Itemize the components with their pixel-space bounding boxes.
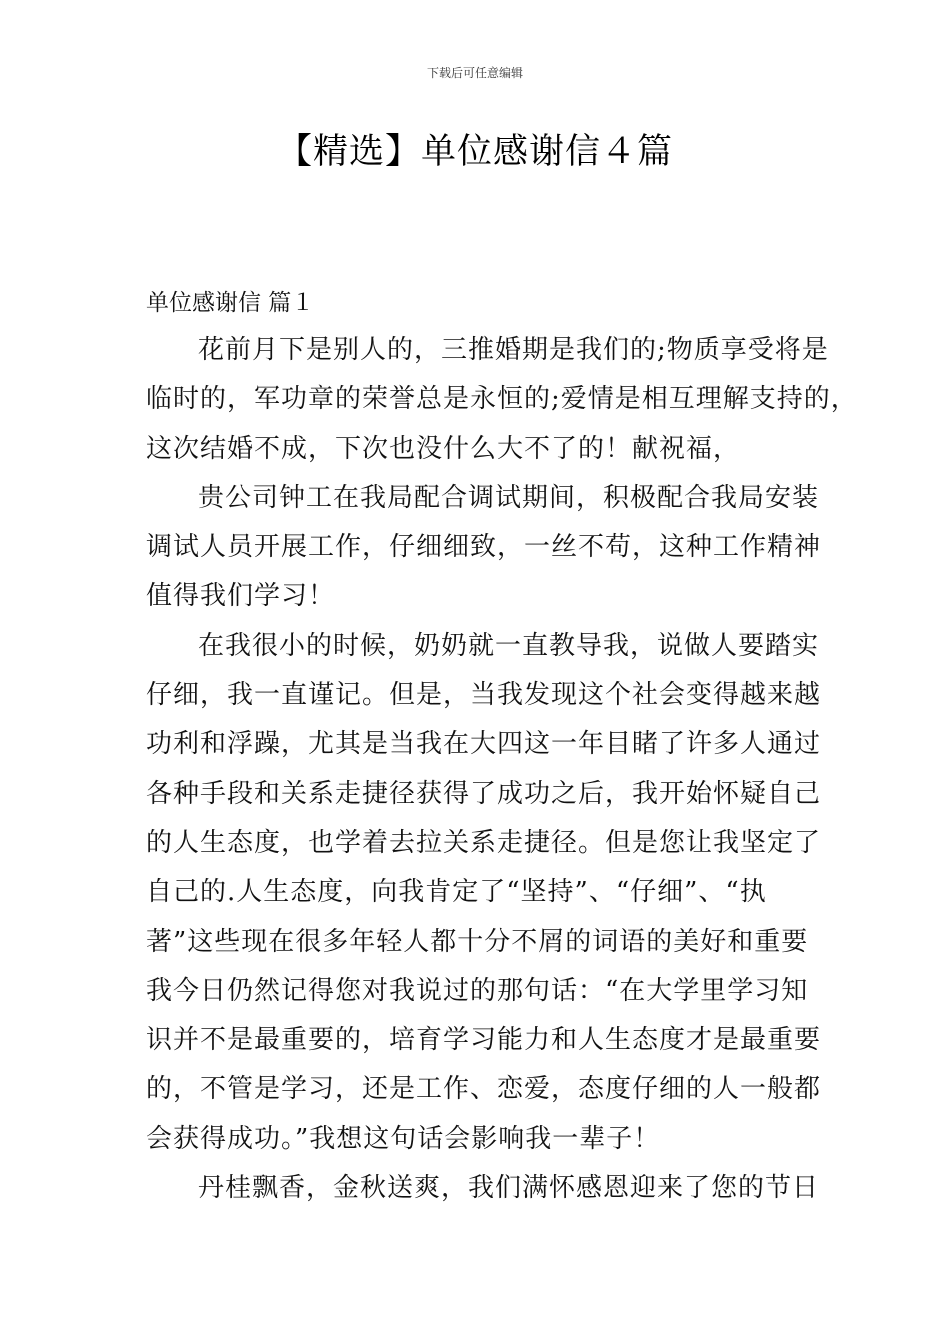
document-title: 【精选】单位感谢信４篇 bbox=[276, 132, 673, 172]
body-line: 贵公司钟工在我局配合调试期间，积极配合我局安装 bbox=[198, 482, 820, 513]
body-line: 仔细，我一直谨记。但是，当我发现这个社会变得越来越 bbox=[146, 680, 822, 711]
body-line: 调试人员开展工作，仔细细致，一丝不苟，这种工作精神 bbox=[146, 532, 822, 563]
body-line: 丹桂飘香，金秋送爽，我们满怀感恩迎来了您的节日 bbox=[198, 1173, 820, 1204]
body-line: 自己的.人生态度，向我肯定了“坚持”、“仔细”、“执 bbox=[146, 877, 767, 908]
body-line: 值得我们学习！ bbox=[146, 581, 336, 612]
body-line: 这次结婚不成，下次也没什么大不了的！献祝福， bbox=[146, 433, 741, 464]
body-line: 花前月下是别人的，三推婚期是我们的;物质享受将是 bbox=[198, 335, 829, 365]
body-line: 各种手段和关系走捷径获得了成功之后，我开始怀疑自己 bbox=[146, 778, 822, 809]
body-line: 的人生态度，也学着去拉关系走捷径。但是您让我坚定了 bbox=[146, 827, 822, 858]
body-line: 识并不是最重要的，培育学习能力和人生态度才是最重要 bbox=[146, 1025, 822, 1056]
letter-body bbox=[146, 326, 858, 1213]
section-heading: 单位感谢信 篇１ bbox=[146, 290, 315, 316]
body-line: 在我很小的时候，奶奶就一直教导我，说做人要踏实 bbox=[198, 630, 820, 661]
body-line: 临时的，军功章的荣誉总是永恒的;爱情是相互理解支持的， bbox=[146, 384, 858, 415]
body-line: 著”这些现在很多年轻人都十分不屑的词语的美好和重要 bbox=[146, 926, 809, 957]
body-line: 会获得成功。”我想这句话会影响我一辈子！ bbox=[146, 1123, 661, 1154]
body-line: 我今日仍然记得您对我说过的那句话：“在大学里学习知 bbox=[146, 975, 809, 1006]
body-line: 功利和浮躁，尤其是当我在大四这一年目睹了许多人通过 bbox=[146, 729, 822, 760]
page-header-note: 下载后可任意编辑 bbox=[426, 66, 523, 80]
body-line: 的，不管是学习，还是工作、恋爱，态度仔细的人一般都 bbox=[146, 1074, 822, 1105]
